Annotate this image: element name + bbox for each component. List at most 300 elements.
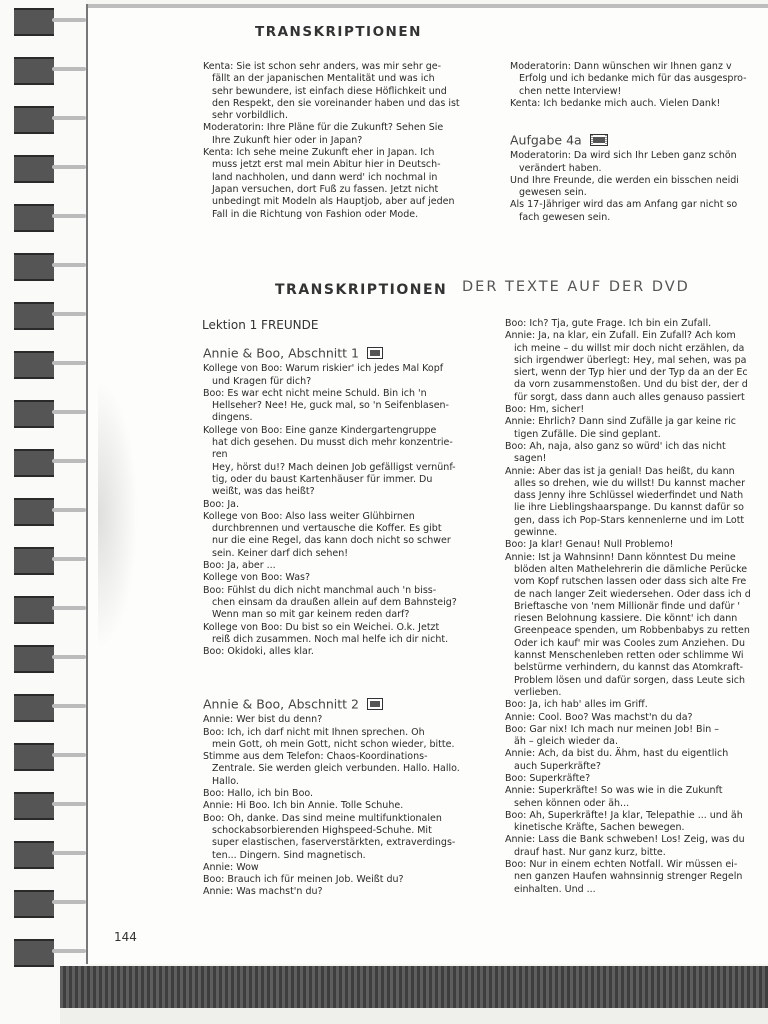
line-text: Superkräfte! So was wie in die Zukunft — [538, 785, 723, 797]
line-text: Ehrlich? Dann sind Zufälle ja gar keine ric — [538, 416, 737, 428]
binding-wire — [52, 361, 86, 365]
text-line — [505, 576, 768, 588]
text-line — [505, 441, 768, 453]
text-line — [203, 184, 463, 196]
binding-ring — [14, 645, 54, 673]
line-text: Ja, aber ... — [227, 560, 276, 572]
text-line — [505, 638, 768, 650]
right-column-dialogue — [505, 318, 768, 896]
line-text: einhalten. Und ... — [514, 883, 596, 895]
line-text: den Respekt, den sie voreinander haben und das ist — [212, 97, 460, 109]
speaker-label: Kollege von Boo: — [203, 363, 283, 375]
line-text: für sorgt, dass dann auch alles genauso passiert — [514, 391, 745, 403]
binding-wire — [52, 557, 86, 561]
text-line — [203, 523, 468, 535]
line-text: äh – gleich wieder da. — [514, 736, 618, 748]
text-line — [203, 462, 468, 474]
speaker-label: Kenta: — [203, 147, 234, 159]
line-text: Aber das ist ja genial! Das heißt, du kann — [538, 465, 735, 477]
speaker-label: Boo: — [505, 699, 527, 711]
line-text: fällt an der japanischen Mentalität und was ich — [212, 73, 435, 85]
text-line — [505, 761, 768, 773]
text-line — [510, 98, 768, 110]
line-text: Chaos-Koordinations- — [326, 751, 428, 763]
text-line — [505, 429, 768, 441]
line-text: unbedingt mit Modeln als Hauptjob, aber auf jeden — [212, 196, 455, 208]
text-line — [505, 367, 768, 379]
text-line — [203, 486, 468, 498]
binding-ring — [14, 743, 54, 771]
speaker-label: Boo: — [505, 440, 527, 452]
line-text: Brieftasche von 'nem Millionär finde und dafür ' — [514, 600, 740, 612]
speaker-label: Annie: — [505, 748, 536, 760]
text-line — [203, 135, 463, 147]
line-text: weißt, was das heißt? — [212, 486, 315, 498]
line-text: nur die eine Regel, das kann doch nicht so schwer — [212, 535, 451, 547]
text-line — [505, 355, 768, 367]
text-line — [203, 474, 468, 486]
section1-block — [203, 347, 468, 658]
text-line — [505, 527, 768, 539]
binding-ring — [14, 939, 54, 967]
line-text: lie ihre Lieblingshaarspange. Du kannst dafür so — [514, 502, 744, 514]
binding-ring — [14, 8, 54, 36]
line-text: gen, dass ich Pop-Stars kennenlerne und im Lott — [514, 514, 745, 526]
speaker-label: Moderatorin: — [510, 150, 571, 162]
text-line — [505, 748, 768, 760]
line-text: reiß dich zusammen. Noch mal helfe ich dir nicht. — [212, 633, 449, 645]
line-text: Ja, na klar, ein Zufall. Ein Zufall? Ach kom — [538, 330, 736, 342]
text-line — [510, 86, 768, 98]
text-line — [505, 515, 768, 527]
speaker-label: Annie: — [505, 465, 536, 477]
text-line — [203, 449, 468, 461]
text-line — [505, 589, 768, 601]
bottom-scan-bar — [60, 966, 768, 1008]
line-text: Ah, Superkräfte! Ja klar, Telepathie ... und äh — [529, 809, 743, 821]
line-text: Was? — [285, 572, 311, 584]
line-text: vom Kopf rutschen lassen oder dass sich alte Fre — [514, 576, 747, 588]
binding-wire — [52, 851, 86, 855]
text-line — [505, 613, 768, 625]
binding-ring — [14, 57, 54, 85]
aufgabe-title: Aufgabe 4a — [510, 132, 582, 148]
line-text: Warum riskier' ich jedes Mal Kopf — [285, 363, 444, 375]
line-text: kannst Menschenleben retten oder schlimme Wi — [514, 650, 744, 662]
binding-wire — [52, 18, 86, 22]
line-text: Hallo. — [212, 775, 239, 787]
text-line — [203, 850, 468, 862]
line-text: Da wird sich Ihr Leben ganz schön — [573, 150, 737, 162]
binding-wire — [52, 606, 86, 610]
text-line — [203, 499, 468, 511]
line-text: Ja klar! Genau! Null Problemo! — [529, 539, 674, 551]
speaker-label: Moderatorin: — [203, 122, 264, 134]
line-text: Erfolg und ich bedanke mich für das ausgespro- — [519, 73, 747, 85]
text-line — [505, 773, 768, 785]
speaker-label: Annie: — [505, 834, 536, 846]
line-text: drauf hast. Nur ganz kurz, bitte. — [514, 846, 666, 858]
line-text: sehr vorbildlich. — [212, 110, 288, 122]
line-text: durchbrennen und vertausche die Koffer. Es gibt — [212, 523, 442, 535]
text-line — [510, 212, 768, 224]
line-text: mein Gott, oh mein Gott, nicht schon wieder, bitte. — [212, 738, 455, 750]
aufgabe-text — [510, 150, 768, 224]
text-line — [203, 597, 468, 609]
speaker-label: Kollege von Boo: — [203, 424, 283, 436]
line-text: Ihre Pläne für die Zukunft? Sehen Sie — [266, 122, 444, 134]
text-line — [505, 318, 768, 330]
speaker-label: Boo: — [203, 788, 225, 800]
text-line — [203, 73, 463, 85]
text-line — [203, 437, 468, 449]
line-text: Hallo, ich bin Boo. — [227, 788, 314, 800]
text-line — [505, 392, 768, 404]
binding-wire — [52, 508, 86, 512]
speaker-label: Stimme aus dem Telefon: — [203, 751, 324, 763]
speaker-label: Annie: — [203, 800, 234, 812]
line-text: Japan versuchen, dort Fuß zu fassen. Jetzt nicht — [212, 183, 439, 195]
line-text: Fall in die Richtung von Fashion oder Mode. — [212, 208, 419, 220]
text-line — [203, 122, 463, 134]
binding-ring — [14, 694, 54, 722]
binding-wire — [52, 655, 86, 659]
line-text: de nach langer Zeit wiedersehen. Oder dass ich d — [514, 588, 751, 600]
speaker-label: Kollege von Boo: — [203, 510, 283, 522]
line-text: Was machst'n du? — [236, 886, 323, 898]
text-line — [203, 788, 468, 800]
binding-wire — [52, 67, 86, 71]
line-text: Wer bist du denn? — [236, 714, 323, 726]
line-text: Ach, da bist du. Ähm, hast du eigentlich — [538, 748, 729, 760]
text-line — [505, 810, 768, 822]
line-text: chen einsam da draußen allein auf dem Bahnsteig? — [212, 596, 457, 608]
line-text: Es war echt nicht meine Schuld. Bin ich 'n — [227, 387, 427, 399]
speaker-label: Boo: — [203, 387, 225, 399]
line-text: kinetische Kräfte, Sachen bewegen. — [514, 822, 685, 834]
speaker-label: Boo: — [203, 498, 225, 510]
text-line — [505, 539, 768, 551]
line-text: chen nette Interview! — [519, 85, 622, 97]
text-line — [203, 196, 463, 208]
text-line — [203, 751, 468, 763]
line-text: hat dich gesehen. Du musst dich mehr konzentrie- — [212, 437, 453, 449]
line-text: tigen Zufälle. Die sind geplant. — [514, 428, 661, 440]
line-text: siert, wenn der Typ hier und der Typ da an der Ec — [514, 367, 748, 379]
line-text: Ah, naja, also ganz so würd' ich das nicht — [529, 440, 726, 452]
binding-ring — [14, 547, 54, 575]
binding-ring — [14, 841, 54, 869]
text-line — [510, 175, 768, 187]
binding-wire — [52, 704, 86, 708]
text-line — [505, 478, 768, 490]
text-line — [203, 874, 468, 886]
text-line — [505, 785, 768, 797]
text-line — [203, 147, 463, 159]
binding-wire — [52, 214, 86, 218]
text-line — [505, 650, 768, 662]
text-line — [203, 98, 463, 110]
text-line — [505, 871, 768, 883]
line-text: ren — [212, 449, 228, 461]
text-line — [203, 209, 463, 221]
line-text: Nur in einem echten Notfall. Wir müssen ei- — [529, 859, 738, 871]
text-line — [203, 376, 468, 388]
speaker-label: Boo: — [203, 646, 225, 658]
section2-text — [203, 714, 468, 898]
binding-ring — [14, 449, 54, 477]
text-line — [203, 622, 468, 634]
line-text: belstürme verhindern, du kannst das Atomkraft- — [514, 662, 744, 674]
binding-wire — [52, 949, 86, 953]
line-text: Ich? Tja, gute Frage. Ich bin ein Zufall. — [529, 318, 712, 329]
speaker-label: Boo: — [203, 560, 225, 572]
line-text: Superkräfte? — [529, 772, 591, 784]
binding-ring — [14, 106, 54, 134]
binding-wire — [52, 116, 86, 120]
line-text: land nachholen, und dann werd' ich nochmal in — [212, 171, 438, 183]
text-line — [505, 662, 768, 674]
section2-block — [203, 698, 468, 899]
text-line — [505, 724, 768, 736]
line-text: Ja. — [227, 498, 239, 510]
speaker-label: Boo: — [505, 723, 527, 735]
binding-wire — [52, 900, 86, 904]
binding-ring — [14, 400, 54, 428]
line-text: Also lass weiter Glühbirnen — [285, 510, 415, 522]
text-line — [203, 110, 463, 122]
speaker-label: Annie: — [505, 330, 536, 342]
speaker-label: Boo: — [203, 726, 225, 738]
section2-title: Annie & Boo, Abschnitt 2 — [203, 696, 359, 712]
line-text: verändert haben. — [519, 162, 602, 174]
header-transkriptionen-top: TRANSKRIPTIONEN — [255, 24, 422, 40]
line-text: Hellseher? Nee! He, guck mal, so 'n Seifenblasen- — [212, 400, 449, 412]
text-line — [203, 739, 468, 751]
page-number: 144 — [114, 930, 137, 944]
line-text: da vorn zusammenstoßen. Und du bist der, der d — [514, 379, 748, 391]
speaker-label: Annie: — [505, 416, 536, 428]
text-line — [203, 363, 468, 375]
binding-ring — [14, 302, 54, 330]
binding-ring — [14, 204, 54, 232]
text-line — [505, 466, 768, 478]
binding-wire — [52, 165, 86, 169]
text-line — [203, 886, 468, 898]
text-line — [505, 453, 768, 465]
line-text: Und Ihre Freunde, die werden ein bisschen neidi — [510, 174, 739, 186]
line-text: super elastischen, faserverstärkten, extraverdings- — [212, 837, 456, 849]
text-line — [203, 585, 468, 597]
speaker-label: Annie: — [203, 861, 234, 873]
speaker-label: Boo: — [505, 404, 527, 416]
line-text: Ist ja Wahnsinn! Dann könntest Du meine — [538, 551, 736, 563]
text-line — [505, 416, 768, 428]
binding-ring — [14, 596, 54, 624]
speaker-label: Boo: — [203, 584, 225, 596]
line-text: nen ganzen Haufen wahnsinnig strenger Regeln — [514, 871, 743, 883]
text-line — [203, 388, 468, 400]
text-line — [203, 511, 468, 523]
line-text: Als 17-Jähriger wird das am Anfang gar nicht so — [510, 199, 738, 211]
text-line — [505, 859, 768, 871]
bottom-edge — [60, 1008, 768, 1024]
header-transkriptionen-dvd: TRANSKRIPTIONEN — [275, 282, 448, 298]
film-icon — [367, 347, 383, 361]
line-text: Hi Boo. Ich bin Annie. Tolle Schuhe. — [236, 800, 404, 812]
speaker-label: Annie: — [505, 711, 536, 723]
text-line — [203, 800, 468, 812]
speaker-label: Kenta: — [203, 61, 234, 72]
speaker-label: Kollege von Boo: — [203, 621, 283, 633]
text-line — [510, 61, 768, 73]
text-line — [203, 837, 468, 849]
line-text: Oh, danke. Das sind meine multifunktionalen — [227, 812, 442, 824]
text-line — [203, 727, 468, 739]
binding-ring — [14, 792, 54, 820]
text-line — [203, 813, 468, 825]
text-line — [203, 609, 468, 621]
line-text: Gar nix! Ich mach nur meinen Job! Bin – — [529, 723, 720, 735]
text-line — [203, 400, 468, 412]
speaker-label: Boo: — [505, 809, 527, 821]
line-text: Fühlst du dich nicht manchmal auch 'n biss- — [227, 584, 437, 596]
film-icon — [590, 134, 608, 148]
line-text: auch Superkräfte? — [514, 760, 601, 772]
line-text: dingens. — [212, 412, 253, 424]
binding-wire — [52, 459, 86, 463]
binding-ring — [14, 498, 54, 526]
section1-title: Annie & Boo, Abschnitt 1 — [203, 345, 359, 361]
film-icon — [367, 698, 383, 712]
speaker-label: Boo: — [505, 318, 527, 329]
speaker-label: Kollege von Boo: — [203, 572, 283, 584]
binding-ring — [14, 890, 54, 918]
line-text: und Kragen für dich? — [212, 375, 312, 387]
text-line — [510, 163, 768, 175]
line-text: Du bist so ein Weichei. O.k. Jetzt — [285, 621, 440, 633]
text-line — [505, 675, 768, 687]
binding-ring — [14, 351, 54, 379]
line-text: gewesen sein. — [519, 187, 587, 199]
binding-ring — [14, 253, 54, 281]
speaker-label: Boo: — [203, 812, 225, 824]
text-line — [505, 625, 768, 637]
binding-wire — [52, 312, 86, 316]
text-line — [505, 736, 768, 748]
text-line — [203, 172, 463, 184]
text-line — [505, 834, 768, 846]
speaker-label: Annie: — [505, 551, 536, 563]
text-line — [510, 150, 768, 162]
line-text: Wenn man so mit gar keinem reden darf? — [212, 609, 410, 621]
speaker-label: Annie: — [203, 886, 234, 898]
text-line — [510, 73, 768, 85]
line-text: Greenpeace spenden, um Robbenbabys zu retten — [514, 625, 750, 637]
kenta-interview-block — [203, 61, 463, 221]
text-line — [203, 548, 468, 560]
line-text: Ich sehe meine Zukunft eher in Japan. Ich — [236, 147, 435, 159]
speaker-label: Annie: — [505, 785, 536, 797]
text-line — [203, 776, 468, 788]
text-line — [203, 86, 463, 98]
line-text: ich meine – du willst mir doch nicht erzählen, da — [514, 342, 745, 354]
text-line — [505, 847, 768, 859]
line-text: tig, oder du baust Kartenhäuser für immer. Du — [212, 473, 433, 485]
line-text: Problem lösen und dafür sorgen, dass Leute sich — [514, 674, 746, 686]
text-line — [203, 560, 468, 572]
section1-text — [203, 363, 468, 658]
text-line — [505, 343, 768, 355]
speaker-label: Boo: — [505, 539, 527, 551]
lektion-title: Lektion 1 FREUNDE — [202, 318, 319, 332]
line-text: Wow — [236, 861, 259, 873]
line-text: gewinne. — [514, 527, 558, 539]
line-text: schockabsorbierenden Highspeed-Schuhe. Mit — [212, 824, 432, 836]
text-line — [505, 798, 768, 810]
header-handwritten-suffix: DER TEXTE AUF DER DVD — [462, 279, 690, 295]
speaker-label: Kenta: — [510, 97, 541, 109]
text-line — [505, 564, 768, 576]
line-text: Cool. Boo? Was machst'n du da? — [538, 711, 693, 723]
text-line — [505, 687, 768, 699]
speaker-label: Moderatorin: — [510, 61, 571, 72]
text-line — [203, 535, 468, 547]
binding-ring — [14, 155, 54, 183]
speaker-label: Boo: — [505, 859, 527, 871]
text-line — [505, 379, 768, 391]
line-text: muss jetzt erst mal mein Abitur hier in Deutsch- — [212, 159, 441, 171]
line-text: sich irgendwer überlegt: Hey, mal sehen, was pa — [514, 354, 747, 366]
line-text: ten... Dingern. Sind magnetisch. — [212, 849, 366, 861]
binding-wire — [52, 753, 86, 757]
text-line — [203, 634, 468, 646]
text-line — [203, 425, 468, 437]
text-line — [203, 159, 463, 171]
line-text: dass Jenny ihre Schlüssel wiederfindet und Nath — [514, 490, 744, 502]
text-line — [203, 646, 468, 658]
text-line — [203, 412, 468, 424]
text-line — [505, 712, 768, 724]
line-text: fach gewesen sein. — [519, 211, 611, 223]
line-text: blöden alten Mathelehrerin die dämliche Perücke — [514, 563, 748, 575]
spiral-binding — [0, 0, 86, 1024]
text-line — [505, 552, 768, 564]
text-line — [505, 822, 768, 834]
line-text: Zentrale. Sie werden gleich verbunden. Hallo. Hallo. — [212, 763, 460, 775]
line-text: Okidoki, alles klar. — [227, 646, 314, 658]
interview-ending-block — [510, 61, 768, 110]
binding-wire — [52, 410, 86, 414]
text-line — [510, 199, 768, 211]
text-line — [203, 825, 468, 837]
line-text: Hey, hörst du!? Mach deinen Job gefälligst vernünf- — [212, 461, 456, 473]
text-line — [505, 699, 768, 711]
text-line — [203, 862, 468, 874]
text-line — [505, 330, 768, 342]
line-text: verlieben. — [514, 686, 562, 698]
line-text: Dann wünschen wir Ihnen ganz v — [573, 61, 732, 72]
line-text: sein. Keiner darf dich sehen! — [212, 547, 349, 559]
line-text: riesen Belohnung kassiere. Die könnt' ich dann — [514, 613, 738, 625]
text-line — [505, 502, 768, 514]
line-text: sehr bewundere, ist einfach diese Höflichkeit und — [212, 85, 447, 97]
line-text: Ja, ich hab' alles im Griff. — [529, 699, 648, 711]
line-text: sehen können oder äh... — [514, 797, 630, 809]
text-line — [505, 601, 768, 613]
speaker-label: Annie: — [203, 714, 234, 726]
line-text: Sie ist schon sehr anders, was mir sehr ge- — [236, 61, 442, 72]
